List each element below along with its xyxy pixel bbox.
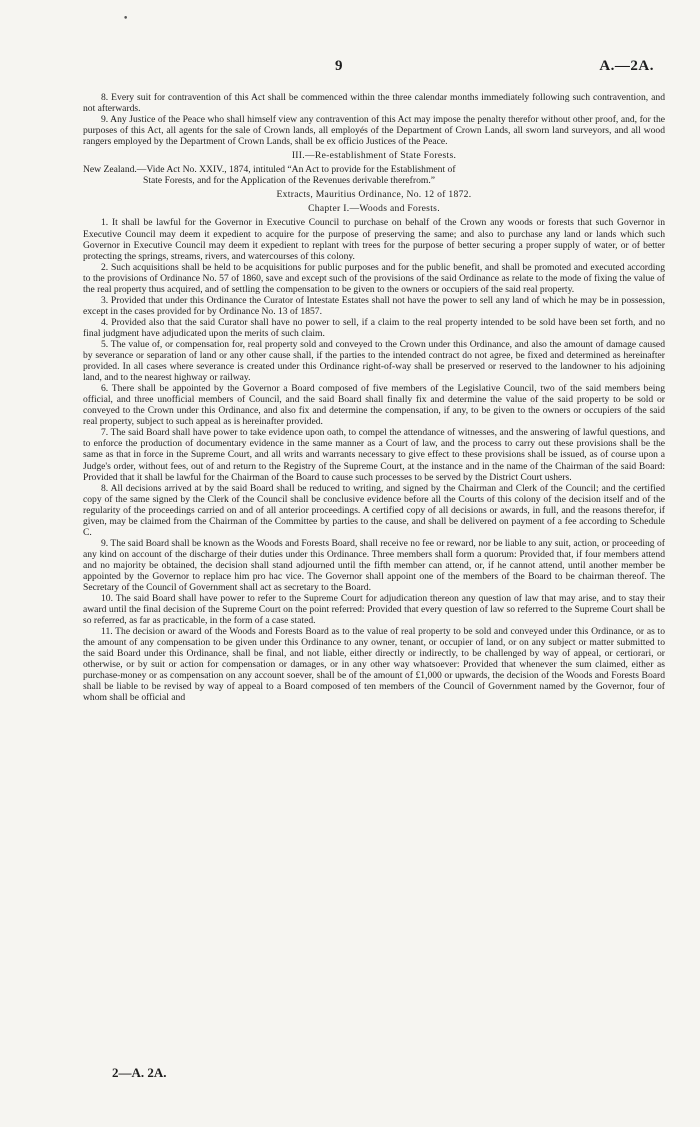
document-body — [83, 92, 665, 704]
section-heading: Extracts, Mauritius Ordinance, No. 12 of 1872. — [276, 189, 472, 201]
clause-paragraph: 9. Any Justice of the Peace who shall himself view any contravention of this Act may impose the penalty therefor without other proof, and, for the purposes of this Act, all agents for the sale of Crown lands, all employés of the Department of Crown Lands, all sworn land surveyors, and all wood rangers employed by the Department of Crown Lands, shall be ex officio Justices of the Peace. — [83, 114, 665, 148]
clause-paragraph: 5. The value of, or compensation for, real property sold and conveyed to the Crown under this Ordinance, and also the amount of damage caused by severance or separation of land or any other cause shall, if the parties to the intended contract do not agree, be fixed and determined as hereinafter provided. In all cases where severance is created under this Ordinance right-of-way shall be preserved or reserved to the landowner to his adjoining land, and to the nearest highway or railway. — [83, 338, 665, 384]
nz-reference-continuation: State Forests, and for the Application of the Revenues derivable therefrom.” — [143, 175, 435, 187]
section-heading: III.—Re-establishment of State Forests. — [291, 150, 457, 162]
clause-paragraph: 2. Such acquisitions shall be held to be acquisitions for public purposes and for the public benefit, and shall be promoted and executed according to the provisions of Ordinance No. 57 of 1860, save and except such of the provisions of the said Ordinance as relate to the mode of fixing the value of the real property thus acquired, and of settling the compensation to be given to the owners or occupiers of the said real property. — [83, 261, 665, 295]
clause-paragraph: 4. Provided also that the said Curator shall have no power to sell, if a claim to the real property intended to be sold have been set forth, and no final judgment have adjudicated upon the merits of such claim. — [83, 316, 665, 339]
clause-paragraph: 7. The said Board shall have power to take evidence upon oath, to compel the attendance of witnesses, and the answering of lawful questions, and to enforce the production of documentary evidence in the same manner as a Court of law, and the process to carry out these provisions shall be the same as that in force in the Supreme Court, and all writs and warrants necessary to give effect to these provisions shall be issued, as of course upon a Judge's order, without fees, out of and return to the Registry of the Supreme Court, at the instance and in the name of the Chairman of the said Board: Provided that it shall be lawful for the Chairman of the Board to cause such processes to be served by the District Court ushers. — [83, 427, 665, 483]
clause-paragraph: 9. The said Board shall be known as the Woods and Forests Board, shall receive no fee or reward, nor be liable to any suit, action, or proceeding of any kind on account of the discharge of their duties under this Ordinance. Three members shall form a quorum: Provided that, if four members attend and no majority be obtained, the decision shall stand adjourned until the fifth member can attend, or, if he cannot attend, until another member be appointed by the Governor to replace him pro hac vice. The Governor shall appoint one of the members of the Board to be chairman thereof. The Secretary of the Council of Government shall act as secretary to the Board. — [83, 537, 665, 594]
clause-paragraph: 6. There shall be appointed by the Governor a Board composed of five members of the Legislative Council, two of the said members being official, and three unofficial members of Council, and the said Board shall finally fix and determine the value of the said property to be sold or conveyed to the Crown under this Ordinance, and also fix and determine the compensation, if any, to be given to the owners or occupiers of the said real property, subject to such appeal as is hereinafter provided. — [83, 383, 665, 428]
clause-paragraph: 11. The decision or award of the Woods and Forests Board as to the value of real property to be sold and conveyed under this Ordinance, or as to the amount of any compensation to be given under this Ordinance to any owner, tenant, or occupier of land, or on any subject or matter submitted to the said Board under this Ordinance, shall be final, and not liable, either directly or indirectly, to be challenged by way of appeal, or certiorari, or otherwise, or by suit or action for compensation or damages, or in any other way whatsoever: Provided that whenever the sum claimed, either as purchase-money or as compensation on any account soever, shall be of the amount of £1,000 or upwards, the decision of the Woods and Forests Board shall be liable to be revised by way of appeal to a Board composed of ten members of the Council of Government named by the Governor, four of whom shall be official and — [83, 626, 665, 704]
nz-reference-lead: New Zealand.—Vide Act No. XXIV., 1874, intituled “An Act to provide for the Establishment of — [83, 164, 456, 176]
clause-paragraph: 10. The said Board shall have power to refer to the Supreme Court for adjudication thereon any question of law that may arise, and to stay their award until the final decision of the Supreme Court on the point referred: Provided that every question of law so referred to the Supreme Court shall be so referred, as far as practicable, in the form of a case stated. — [83, 593, 665, 627]
nz-reference — [83, 164, 665, 186]
clause-paragraph: 8. Every suit for contravention of this Act shall be commenced within the three calendar months immediately following such contravention, and not afterwards. — [83, 92, 665, 115]
clause-paragraph: 8. All decisions arrived at by the said Board shall be reduced to writing, and signed by the Chairman and Clerk of the Council; and the certified copy of the same signed by the Clerk of the Council shall be conclusive evidence before all the Courts of this colony of the decision itself and of the regularity of the proceedings carried on and of all anterior proceedings. A certified copy of all decisions or awards, in full, and the reasons therefor, if given, may be claimed from the Chairman of the Committee by parties to the cause, and shall be delivered on payment of a fee according to Schedule C. — [83, 482, 665, 538]
page-number: 9 — [335, 58, 343, 74]
clause-paragraph: 1. It shall be lawful for the Governor in Executive Council to purchase on behalf of the Crown any woods or forests that such Governor in Executive Council may deem it expedient to acquire for the purpose of preserving the same; and also to purchase any land or lands which such Governor in Executive Council may deem it expedient to replant with trees for the purpose of better securing a proper supply of water, or of better protecting the springs, streams, rivers, and watercourses of this colony. — [83, 217, 665, 262]
clause-paragraph: 3. Provided that under this Ordinance the Curator of Intestate Estates shall not have the power to sell any land of which he may be in possession, except in the cases provided for by Ordinance No. 13 of 1857. — [83, 294, 665, 317]
section-heading: Chapter I.—Woods and Forests. — [308, 203, 440, 215]
stray-mark: • — [123, 14, 129, 24]
signature-footer: 2—A. 2A. — [112, 1065, 167, 1080]
document-reference: A.—2A. — [599, 58, 654, 74]
page-header — [0, 58, 700, 80]
